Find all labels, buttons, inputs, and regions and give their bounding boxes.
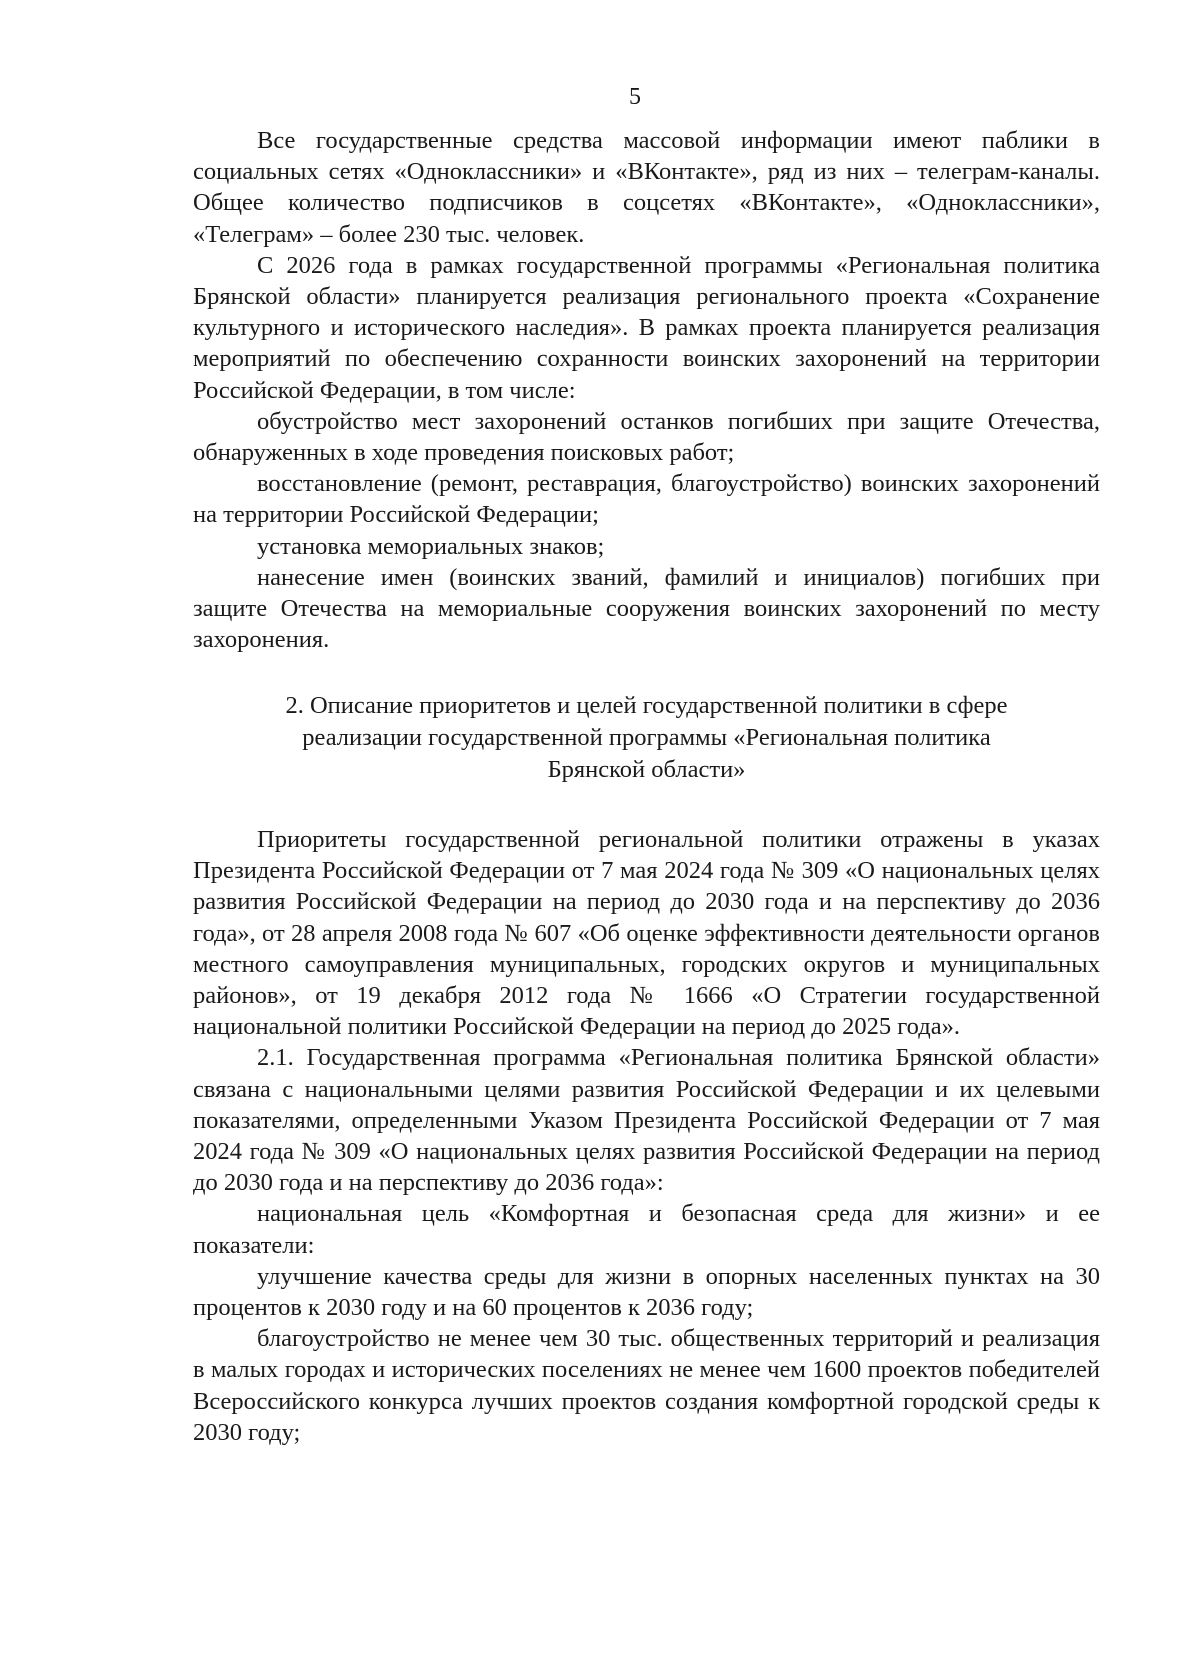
paragraph: национальная цель «Комфортная и безопасная среда для жизни» и ее показатели: xyxy=(193,1200,1100,1259)
list-item: нанесение имен (воинских званий, фамилий и инициалов) погибших при защите Отечества на мемориальные сооружения воинских захоронений по месту захоронения. xyxy=(193,563,1100,654)
list-item: восстановление (ремонт, реставрация, благоустройство) воинских захоронений на территории Российской Федерации; xyxy=(193,470,1100,529)
top-text-block xyxy=(193,125,1100,655)
paragraph: С 2026 года в рамках государственной программы «Региональная политика Брянской области» планируется реализация регионального проекта «Сохранение культурного и исторического наследия». В рамках проекта планируется реализация мероприятий по обеспечению сохранности воинских захоронений на территории Российской Федерации, в том числе: xyxy=(193,251,1100,404)
list-item: улучшение качества среды для жизни в опорных населенных пунктах на 30 процентов к 2030 году и на 60 процентов к 2036 году; xyxy=(193,1262,1100,1322)
section-heading-line: реализации государственной программы «Региональная политика xyxy=(302,724,991,751)
section-heading-line: Брянской области» xyxy=(547,756,746,783)
bottom-text-block xyxy=(193,824,1100,1448)
list-item: обустройство мест захоронений останков погибших при защите Отечества, обнаруженных в ходе проведения поисковых работ; xyxy=(193,407,1100,467)
section-heading-block xyxy=(193,690,1100,786)
list-item: благоустройство не менее чем 30 тыс. общественных территорий и реализация в малых городах и исторических поселениях не менее чем 1600 проектов победителей Всероссийского конкурса лучших проектов создания комфортной городской среды к 2030 году; xyxy=(193,1325,1100,1446)
paragraph: Приоритеты государственной региональной политики отражены в указах Президента Российской Федерации от 7 мая 2024 года № 309 «О национальных целях развития Российской Федерации на период до 2030 года и на перспективу до 2036 года», от 28 апреля 2008 года № 607 «Об оценке эффективности деятельности органов местного самоуправления муниципальных, городских округов и муниципальных районов», от 19 декабря 2012 года № 1666 «О Стратегии государственной национальной политики Российской Федерации на период до 2025 года». xyxy=(193,826,1100,1041)
section-heading-line: 2. Описание приоритетов и целей государственной политики в сфере xyxy=(285,692,1008,719)
page-number: 5 xyxy=(629,84,641,110)
paragraph: Все государственные средства массовой информации имеют паблики в социальных сетях «Одноклассники» и «ВКонтакте», ряд из них – телеграм-каналы. Общее количество подписчиков в соцсетях «ВКонтакте», «Одноклассники», «Телеграм» – более 230 тыс. человек. xyxy=(193,127,1100,248)
list-item: установка мемориальных знаков; xyxy=(257,532,605,560)
paragraph: 2.1. Государственная программа «Региональная политика Брянской области» связана с национальными целями развития Российской Федерации и их целевыми показателями, определенными Указом Президента Российской Федерации от 7 мая 2024 года № 309 «О национальных целях развития Российской Федерации на период до 2030 года и на перспективу до 2036 года»: xyxy=(193,1044,1100,1197)
section-heading xyxy=(193,690,1100,786)
